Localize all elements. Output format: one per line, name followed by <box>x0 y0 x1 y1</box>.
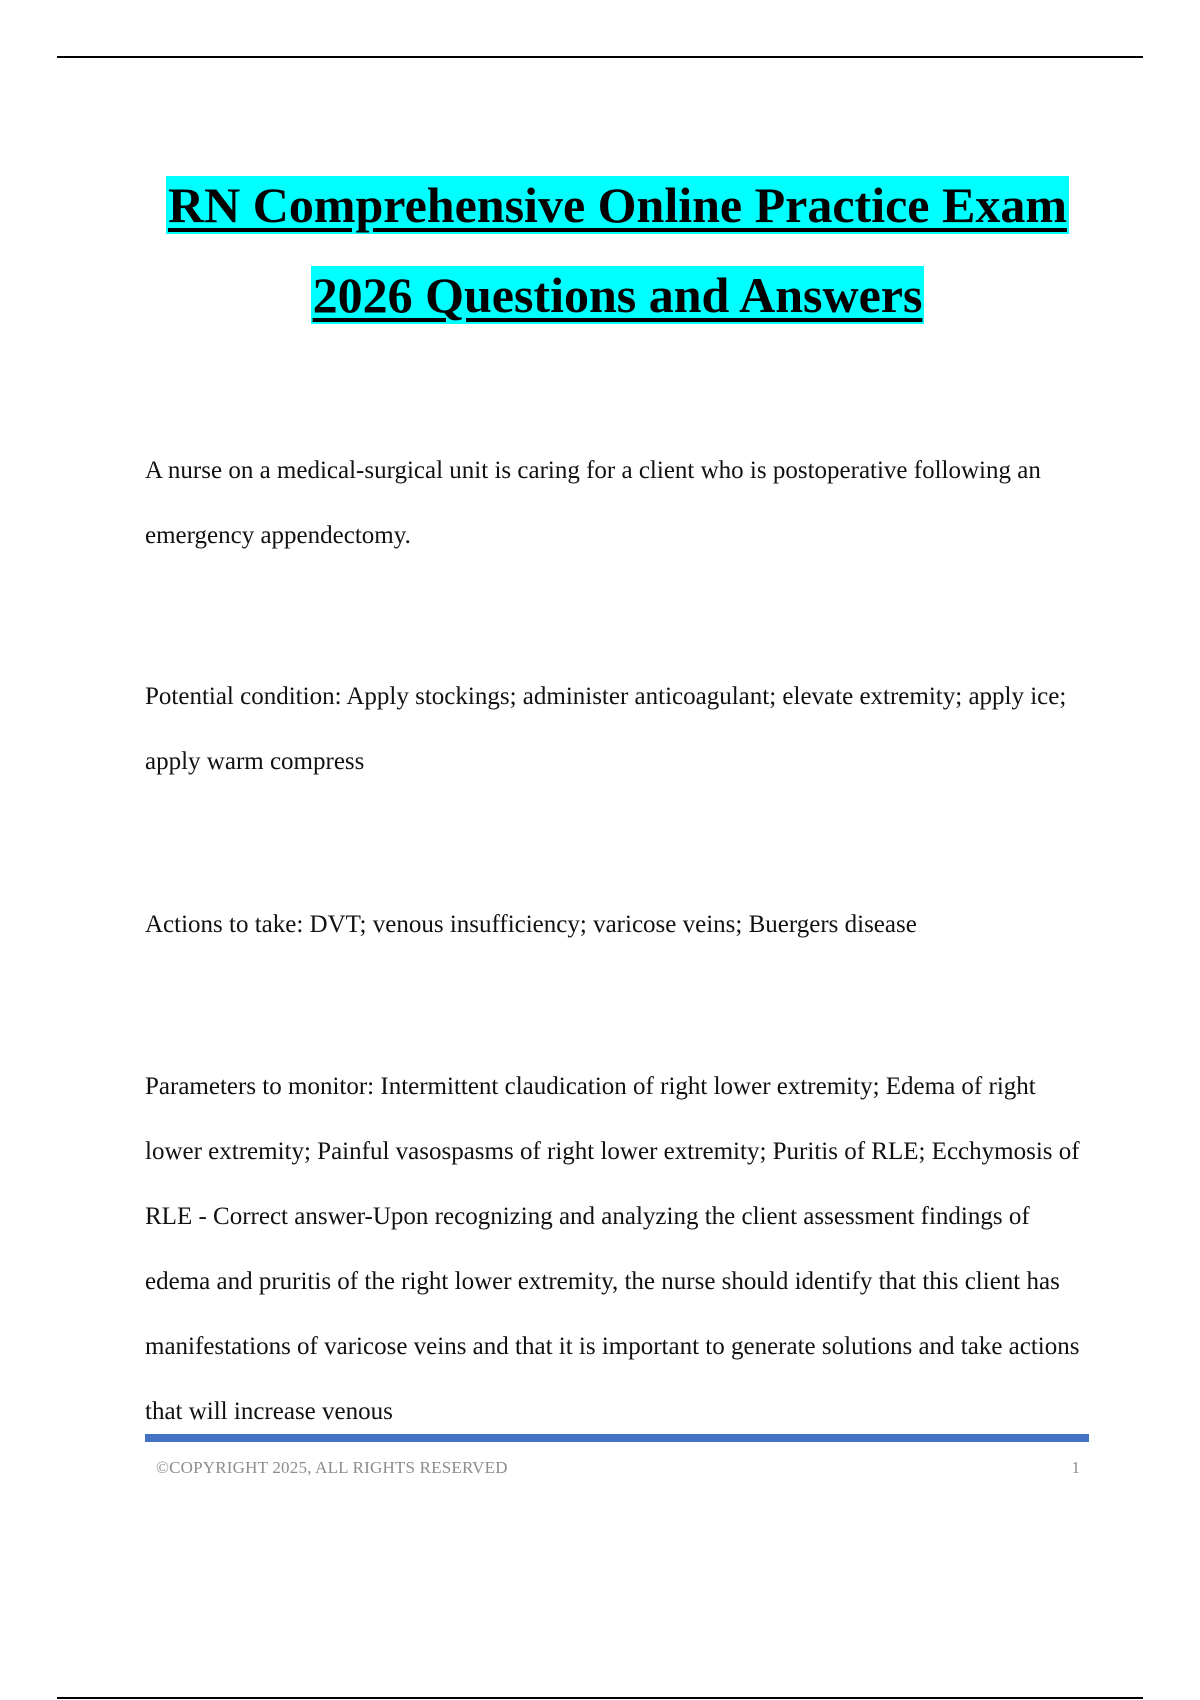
footer-bar <box>145 1434 1089 1442</box>
bottom-rule <box>57 1697 1143 1699</box>
page-number: 1 <box>1071 1458 1080 1477</box>
paragraph-potential-condition: Potential condition: Apply stockings; administer anticoagulant; elevate extremity; apply ice; apply warm compress <box>145 683 1067 775</box>
footer-copyright: ©COPYRIGHT 2025, ALL RIGHTS RESERVED <box>156 1458 508 1477</box>
document-title <box>145 176 1090 324</box>
top-rule <box>57 56 1143 58</box>
paragraph-parameters-to-monitor: Parameters to monitor: Intermittent claudication of right lower extremity; Edema of right lower extremity; Painful vasospasms of right lower extremity; Puritis of RLE; Ecchymosis of RLE - Correct answer-Upon recognizing and analyzing the client assessment findings of edema and pruritis of the right lower extremity, the nurse should identify that this client has manifestations of varicose veins and that it is important to generate solutions and take actions that will increase venous <box>145 1073 1080 1425</box>
title-line-1: RN Comprehensive Online Practice Exam <box>168 177 1067 233</box>
paragraph-scenario: A nurse on a medical-surgical unit is caring for a client who is postoperative following an emergency appendectomy. <box>145 457 1041 549</box>
paragraph-actions-to-take: Actions to take: DVT; venous insufficiency; varicose veins; Buergers disease <box>145 911 917 938</box>
title-line-2: 2026 Questions and Answers <box>312 267 923 323</box>
